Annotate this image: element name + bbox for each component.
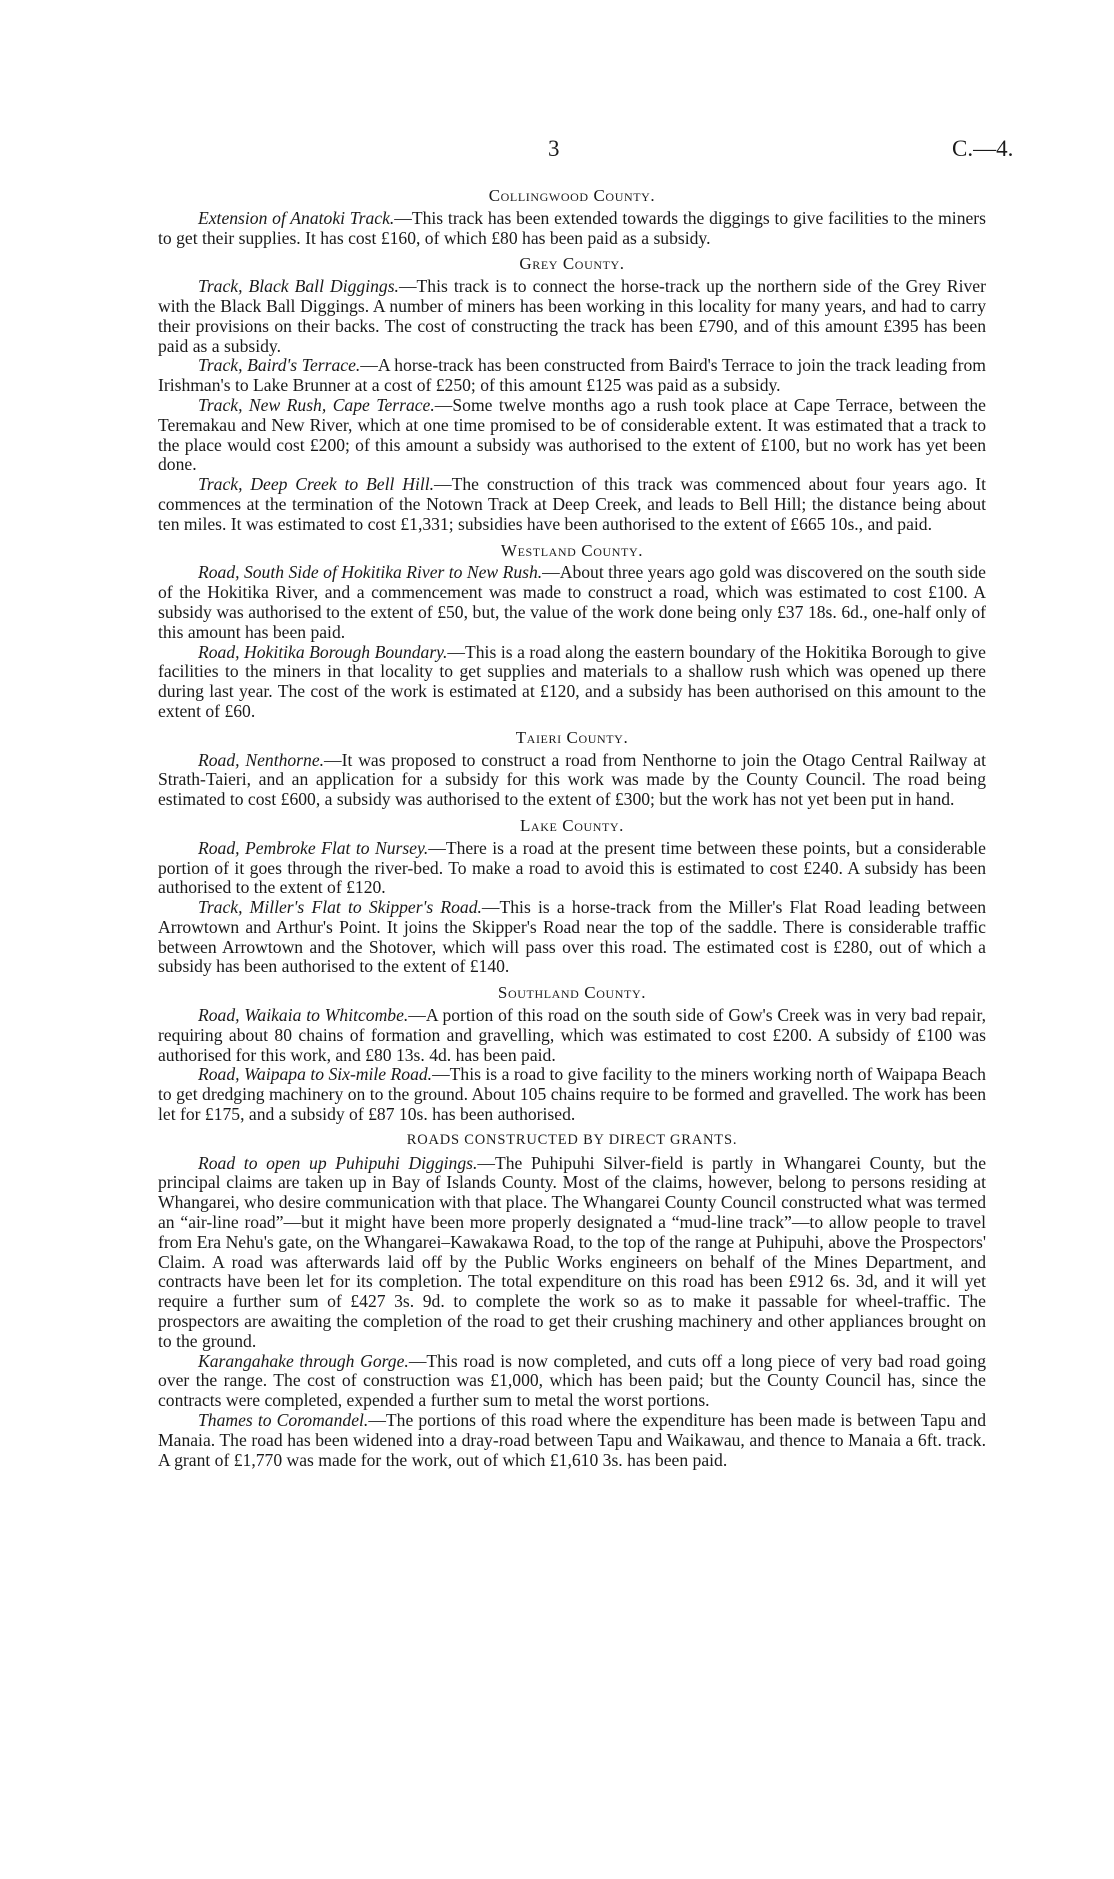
paragraph-title: Track, Miller's Flat to Skipper's Road.: [198, 897, 482, 918]
paragraph: [158, 356, 986, 396]
section-heading: Collingwood County.: [488, 186, 656, 205]
paragraph-text: —A portion of this road on the south side of Gow's Creek was in very bad repair, requiring about 80 chains of formation and gravelling, which was estimated to cost £200. A subsidy of £100 was authorised for this work, and £80 13s. 4d. has been paid.: [158, 1005, 987, 1065]
paragraph-title: Road, Hokitika Borough Boundary.: [198, 641, 448, 662]
section-heading: Grey County.: [519, 254, 625, 274]
paragraph-title: Track, Black Ball Diggings.: [198, 276, 399, 297]
paragraph: [158, 475, 986, 534]
section-heading: Lake County.: [519, 815, 625, 835]
paragraph: [158, 1006, 986, 1065]
paragraph-title: Road, Waikaia to Whitcombe.: [198, 1005, 409, 1026]
section-heading: Southland County.: [497, 983, 647, 1003]
paragraph: [158, 209, 986, 249]
paragraph-text: —Some twelve months ago a rush took place at Cape Terrace, between the Teremakau and New River, which at one time promised to be of considerable extent. It was estimated that a track to the place would cost £200; of this amount a subsidy was authorised to the extent of £100, but no work has yet been done.: [158, 394, 986, 475]
paragraph: [158, 1352, 986, 1411]
paragraph-text: —The portions of this road where the expenditure has been made is between Tapu and Manaia. The road has been widened into a dray-road between Tapu and Waikawau, and thence to Manaia a 6ft. track. A grant of £1,770 was made for the work, out of which £1,610 3s. has been paid.: [158, 1410, 987, 1470]
paragraph-text: —This is a road along the eastern boundary of the Hokitika Borough to give facilities to the miners in that locality to get supplies and materials to a shallow rush which was opened up there during last year. The cost of the work is estimated at £120, and a subsidy has been authorised on this amount to the extent of £60.: [158, 641, 986, 721]
paragraph: [158, 643, 986, 722]
section-heading: ROADS CONSTRUCTED BY DIRECT GRANTS.: [406, 1131, 738, 1148]
paragraph: [158, 839, 986, 898]
paragraph: [158, 277, 986, 356]
paragraph-text: —The construction of this track was commenced about four years ago. It commences at the termination of the Notown Track at Deep Creek, and leads to Bell Hill; the distance being about ten miles. It was estimated to cost £1,331; subsidies have been authorised to the extent of £665 10s., and paid.: [158, 474, 986, 534]
paragraph: [158, 1411, 986, 1470]
paragraph: [158, 898, 986, 977]
section-heading: Westland County.: [500, 540, 644, 560]
paragraph-title: Extension of Anatoki Track.: [198, 207, 395, 228]
document-reference: C.—4.: [952, 136, 1014, 161]
paragraph: [158, 751, 986, 810]
paragraph-text: —It was proposed to construct a road from Nenthorne to join the Otago Central Railway at Strath-Taieri, and an application for a subsidy for this work was made by the County Council. The road being estimated to cost £600, a subsidy was authorised to the extent of £300; but the work has not yet been put in hand.: [158, 749, 987, 810]
paragraph-title: Road, Nenthorne.: [198, 749, 325, 770]
paragraph-title: Track, New Rush, Cape Terrace.: [198, 394, 435, 415]
paragraph-text: —This track is to connect the horse-track up the northern side of the Grey River with the Black Ball Diggings. A number of miners has been working in this locality for many years, and had to carry their provisions on their backs. The cost of constructing the track has been £790, and of this amount £395 has been paid as a subsidy.: [158, 276, 986, 356]
paragraph: [158, 1065, 986, 1124]
paragraph: [158, 396, 986, 475]
paragraph-title: Road, Waipapa to Six-mile Road.: [198, 1064, 433, 1085]
section-heading: Taieri County.: [515, 727, 629, 747]
paragraph-text: —The Puhipuhi Silver-field is partly in Whangarei County, but the principal claims are taken up in Bay of Islands County. Most of the claims, however, belong to persons residing at Whangarei, who desire communication with that place. The Whangarei County Council constructed what was termed an “air-line road”—but it might have been more properly designated a “mud-line track”—to allow people to travel from Era Nehu's gate, on the Whangarei–Kawakawa Road, to the top of the range at Puhipuhi, above the Prospectors' Claim. A road was afterwards laid off by the Public Works engineers on behalf of the Mines Department, and contracts have been let for its completion. The total expenditure on this road has been £912 6s. 3d, and it will yet require a further sum of £427 3s. 9d. to complete the work so as to make it passable for wheel-traffic. The prospectors are awaiting the completion of the road to get their crushing machinery and other appliances brought on to the ground.: [158, 1152, 987, 1351]
paragraph: [158, 563, 986, 642]
paragraph-text: —This is a road to give facility to the miners working north of Waipapa Beach to get dredging machinery on to the ground. About 105 chains require to be formed and gravelled. The work has been let for £175, and a subsidy of £87 10s. has been authorised.: [158, 1064, 986, 1125]
paragraph-text: —This is a horse-track from the Miller's Flat Road leading between Arrowtown and Arthur's Point. It joins the Skipper's Road near the top of the saddle. There is considerable traffic between Arrowtown and the Shotover, which will pass over this road. The estimated cost is £280, out of which a subsidy has been authorised to the extent of £140.: [158, 897, 986, 977]
paragraph-title: Thames to Coromandel.: [198, 1410, 369, 1431]
paragraph-title: Road, South Side of Hokitika River to New Rush.: [198, 562, 543, 583]
paragraph-text: —This track has been extended towards the diggings to give facilities to the miners to get their supplies. It has cost £160, of which £80 has been paid as a subsidy.: [158, 207, 987, 248]
paragraph-title: Track, Baird's Terrace.: [198, 355, 361, 376]
paragraph-text: —A horse-track has been constructed from Baird's Terrace to join the track leading from Irishman's to Lake Brunner at a cost of £250; of this amount £125 was paid as a subsidy.: [158, 355, 986, 396]
paragraph-title: Road to open up Puhipuhi Diggings.: [198, 1152, 478, 1173]
document-body: [158, 186, 986, 1470]
paragraph-text: —There is a road at the present time between these points, but a considerable portion of it goes through the river-bed. To make a road to avoid this is estimated to cost £240. A subsidy has been authorised to the extent of £120.: [158, 837, 986, 898]
paragraph-text: —This road is now completed, and cuts off a long piece of very bad road going over the range. The cost of construction was £1,000, which has been paid; but the County Council has, since the contracts were completed, expended a further sum to metal the worst portions.: [158, 1350, 987, 1411]
paragraph-title: Track, Deep Creek to Bell Hill.: [198, 474, 435, 495]
paragraph-text: —About three years ago gold was discovered on the south side of the Hokitika River, and a commencement was made to construct a road, which was estimated to cost £100. A subsidy was authorised to the extent of £50, but, the value of the work done being only £37 18s. 6d., one-half only of this amount has been paid.: [158, 562, 986, 642]
paragraph: [158, 1154, 986, 1352]
page-number: 3: [548, 136, 560, 161]
paragraph-title: Karangahake through Gorge.: [198, 1350, 409, 1371]
paragraph-title: Road, Pembroke Flat to Nursey.: [198, 837, 429, 858]
